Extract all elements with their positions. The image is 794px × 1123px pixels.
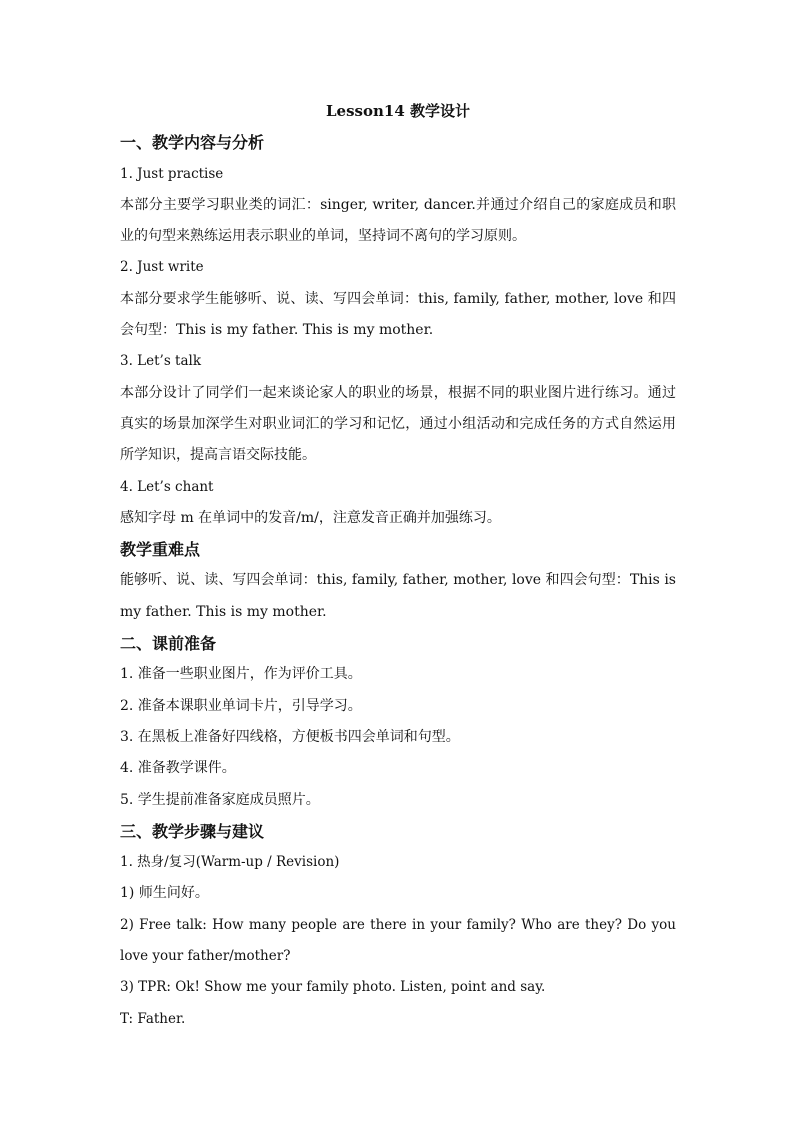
step-line: 1. 热身/复习(Warm-up / Revision) <box>120 854 340 871</box>
step-line: 2) Free talk: How many people are there in your family? Who are they? Do you love your father/mother? <box>120 916 676 965</box>
section2-heading: 二、课前准备 <box>120 634 217 654</box>
prep-item: 1. 准备一些职业图片，作为评价工具。 <box>120 666 362 683</box>
prep-item: 3. 在黑板上准备好四线格，方便板书四会单词和句型。 <box>120 728 460 745</box>
key-points-text: 能够听、说、读、写四会单词：this, family, father, mother, love 和四会句型：This is my father. This is my mother. <box>120 572 676 620</box>
document-title: Lesson14 教学设计 <box>326 102 470 120</box>
key-points-heading: 教学重难点 <box>120 540 201 560</box>
step-line: T: Father. <box>120 1010 186 1027</box>
section1-heading: 一、教学内容与分析 <box>120 133 265 153</box>
prep-item: 4. 准备教学课件。 <box>120 760 236 777</box>
item-label-lets-chant: 4. Let’s chant <box>120 478 214 495</box>
item-label-just-write: 2. Just write <box>120 259 204 276</box>
document-body <box>120 96 676 1035</box>
item-text-just-write: 本部分要求学生能够听、说、读、写四会单词：this, family, father, mother, love 和四会句型：This is my father. This is my mother. <box>120 290 676 339</box>
section3-heading: 三、教学步骤与建议 <box>120 821 265 841</box>
prep-item: 5. 学生提前准备家庭成员照片。 <box>120 791 320 808</box>
item-text-lets-talk: 本部分设计了同学们一起来谈论家人的职业的场景，根据不同的职业图片进行练习。通过真实的场景加深学生对职业词汇的学习和记忆，通过小组活动和完成任务的方式自然运用所学知识，提高言语交际技能。 <box>120 384 676 464</box>
item-label-just-practise: 1. Just practise <box>120 165 224 182</box>
prep-item: 2. 准备本课职业单词卡片，引导学习。 <box>120 697 362 714</box>
item-text-lets-chant: 感知字母 m 在单词中的发音/m/，注意发音正确并加强练习。 <box>120 509 501 526</box>
item-label-lets-talk: 3. Let’s talk <box>120 353 202 370</box>
item-text-just-practise: 本部分主要学习职业类的词汇：singer, writer, dancer.并通过介绍自己的家庭成员和职业的句型来熟练运用表示职业的单词，坚持词不离句的学习原则。 <box>120 196 676 245</box>
step-line: 3) TPR: Ok! Show me your family photo. Listen, point and say. <box>120 979 546 996</box>
step-line: 1) 师生问好。 <box>120 885 209 902</box>
